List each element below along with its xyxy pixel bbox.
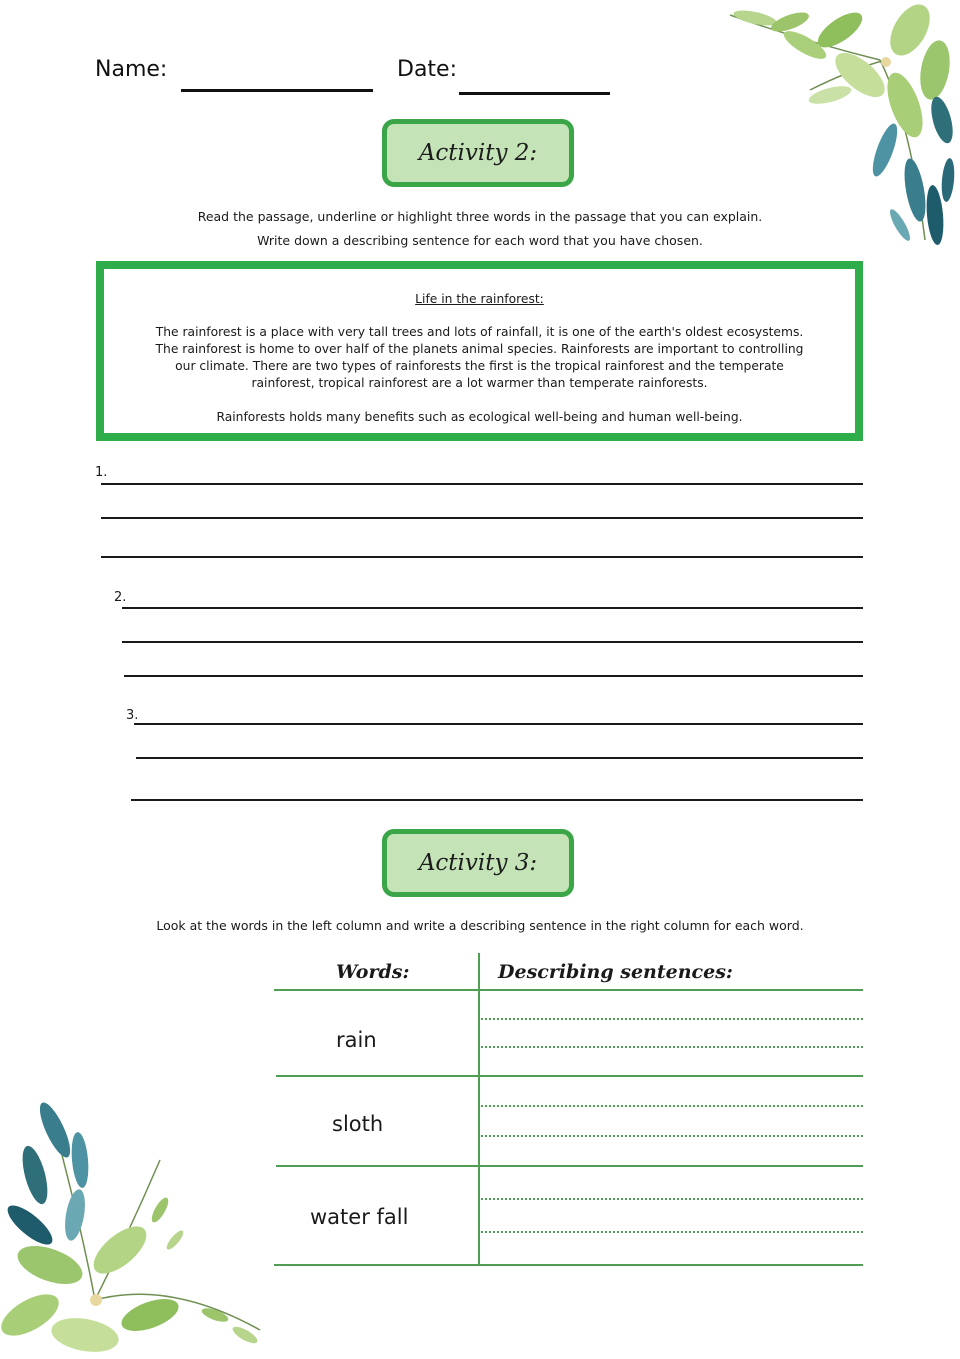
table-row-rule-2: [276, 1165, 863, 1167]
answer-1-line-1[interactable]: [101, 483, 863, 485]
date-field-line[interactable]: [459, 92, 610, 95]
row-1-writing-line-1[interactable]: [481, 1018, 863, 1020]
row-3-writing-line-1[interactable]: [481, 1198, 863, 1200]
activity-2-badge: Activity 2:: [382, 119, 574, 187]
answer-1-line-2[interactable]: [101, 517, 863, 519]
table-column-divider: [478, 953, 480, 1265]
answer-number-1: 1.: [95, 465, 108, 480]
answer-2-line-2[interactable]: [122, 641, 863, 643]
words-column-header: Words:: [336, 961, 410, 983]
answer-number-2: 2.: [114, 590, 127, 605]
answer-3-line-3[interactable]: [131, 799, 863, 801]
leaf-decoration-bottom-left: [0, 1100, 270, 1359]
passage-paragraph-2: Rainforests holds many benefits such as ecological well-being and human well-being.: [216, 410, 743, 424]
name-label: Name:: [95, 57, 168, 82]
activity-3-instruction: Look at the words in the left column and write a describing sentence in the right column for each word.: [156, 918, 804, 933]
passage-title: Life in the rainforest:: [415, 292, 544, 306]
activity-2-instruction-line-2: Write down a describing sentence for each word that you have chosen.: [257, 233, 703, 248]
name-field-line[interactable]: [181, 89, 373, 92]
table-bottom-rule: [274, 1264, 863, 1266]
row-2-writing-line-1[interactable]: [481, 1105, 863, 1107]
table-header-rule: [274, 989, 863, 991]
answer-2-line-1[interactable]: [122, 607, 863, 609]
activity-3-badge: Activity 3:: [382, 829, 574, 897]
row-2-writing-line-2[interactable]: [481, 1135, 863, 1137]
answer-1-line-3[interactable]: [101, 556, 863, 558]
table-word-water-fall: water fall: [310, 1205, 409, 1229]
table-word-sloth: sloth: [332, 1112, 384, 1136]
row-3-writing-line-2[interactable]: [481, 1231, 863, 1233]
answer-2-line-3[interactable]: [124, 675, 863, 677]
passage-box: [96, 261, 863, 441]
table-row-rule-1: [276, 1075, 863, 1077]
sentences-column-header: Describing sentences:: [498, 961, 733, 983]
answer-3-line-2[interactable]: [136, 757, 863, 759]
answer-3-line-1[interactable]: [134, 723, 863, 725]
date-label: Date:: [397, 57, 457, 82]
passage-paragraph-1: The rainforest is a place with very tall trees and lots of rainfall, it is one of the earth's oldest ecosystems. The rainforest is home to over half of the planets animal species. Rainforests are important to controlling our climate. There are two types of rainforests the first is the tropical rainforest and the temperate rainforest, tropical rainforest are a lot warmer than temperate rainforests.: [155, 325, 804, 390]
row-1-writing-line-2[interactable]: [481, 1046, 863, 1048]
table-word-rain: rain: [336, 1028, 377, 1052]
answer-number-3: 3.: [126, 708, 139, 723]
activity-2-instruction-line-1: Read the passage, underline or highlight three words in the passage that you can explain.: [197, 209, 763, 224]
